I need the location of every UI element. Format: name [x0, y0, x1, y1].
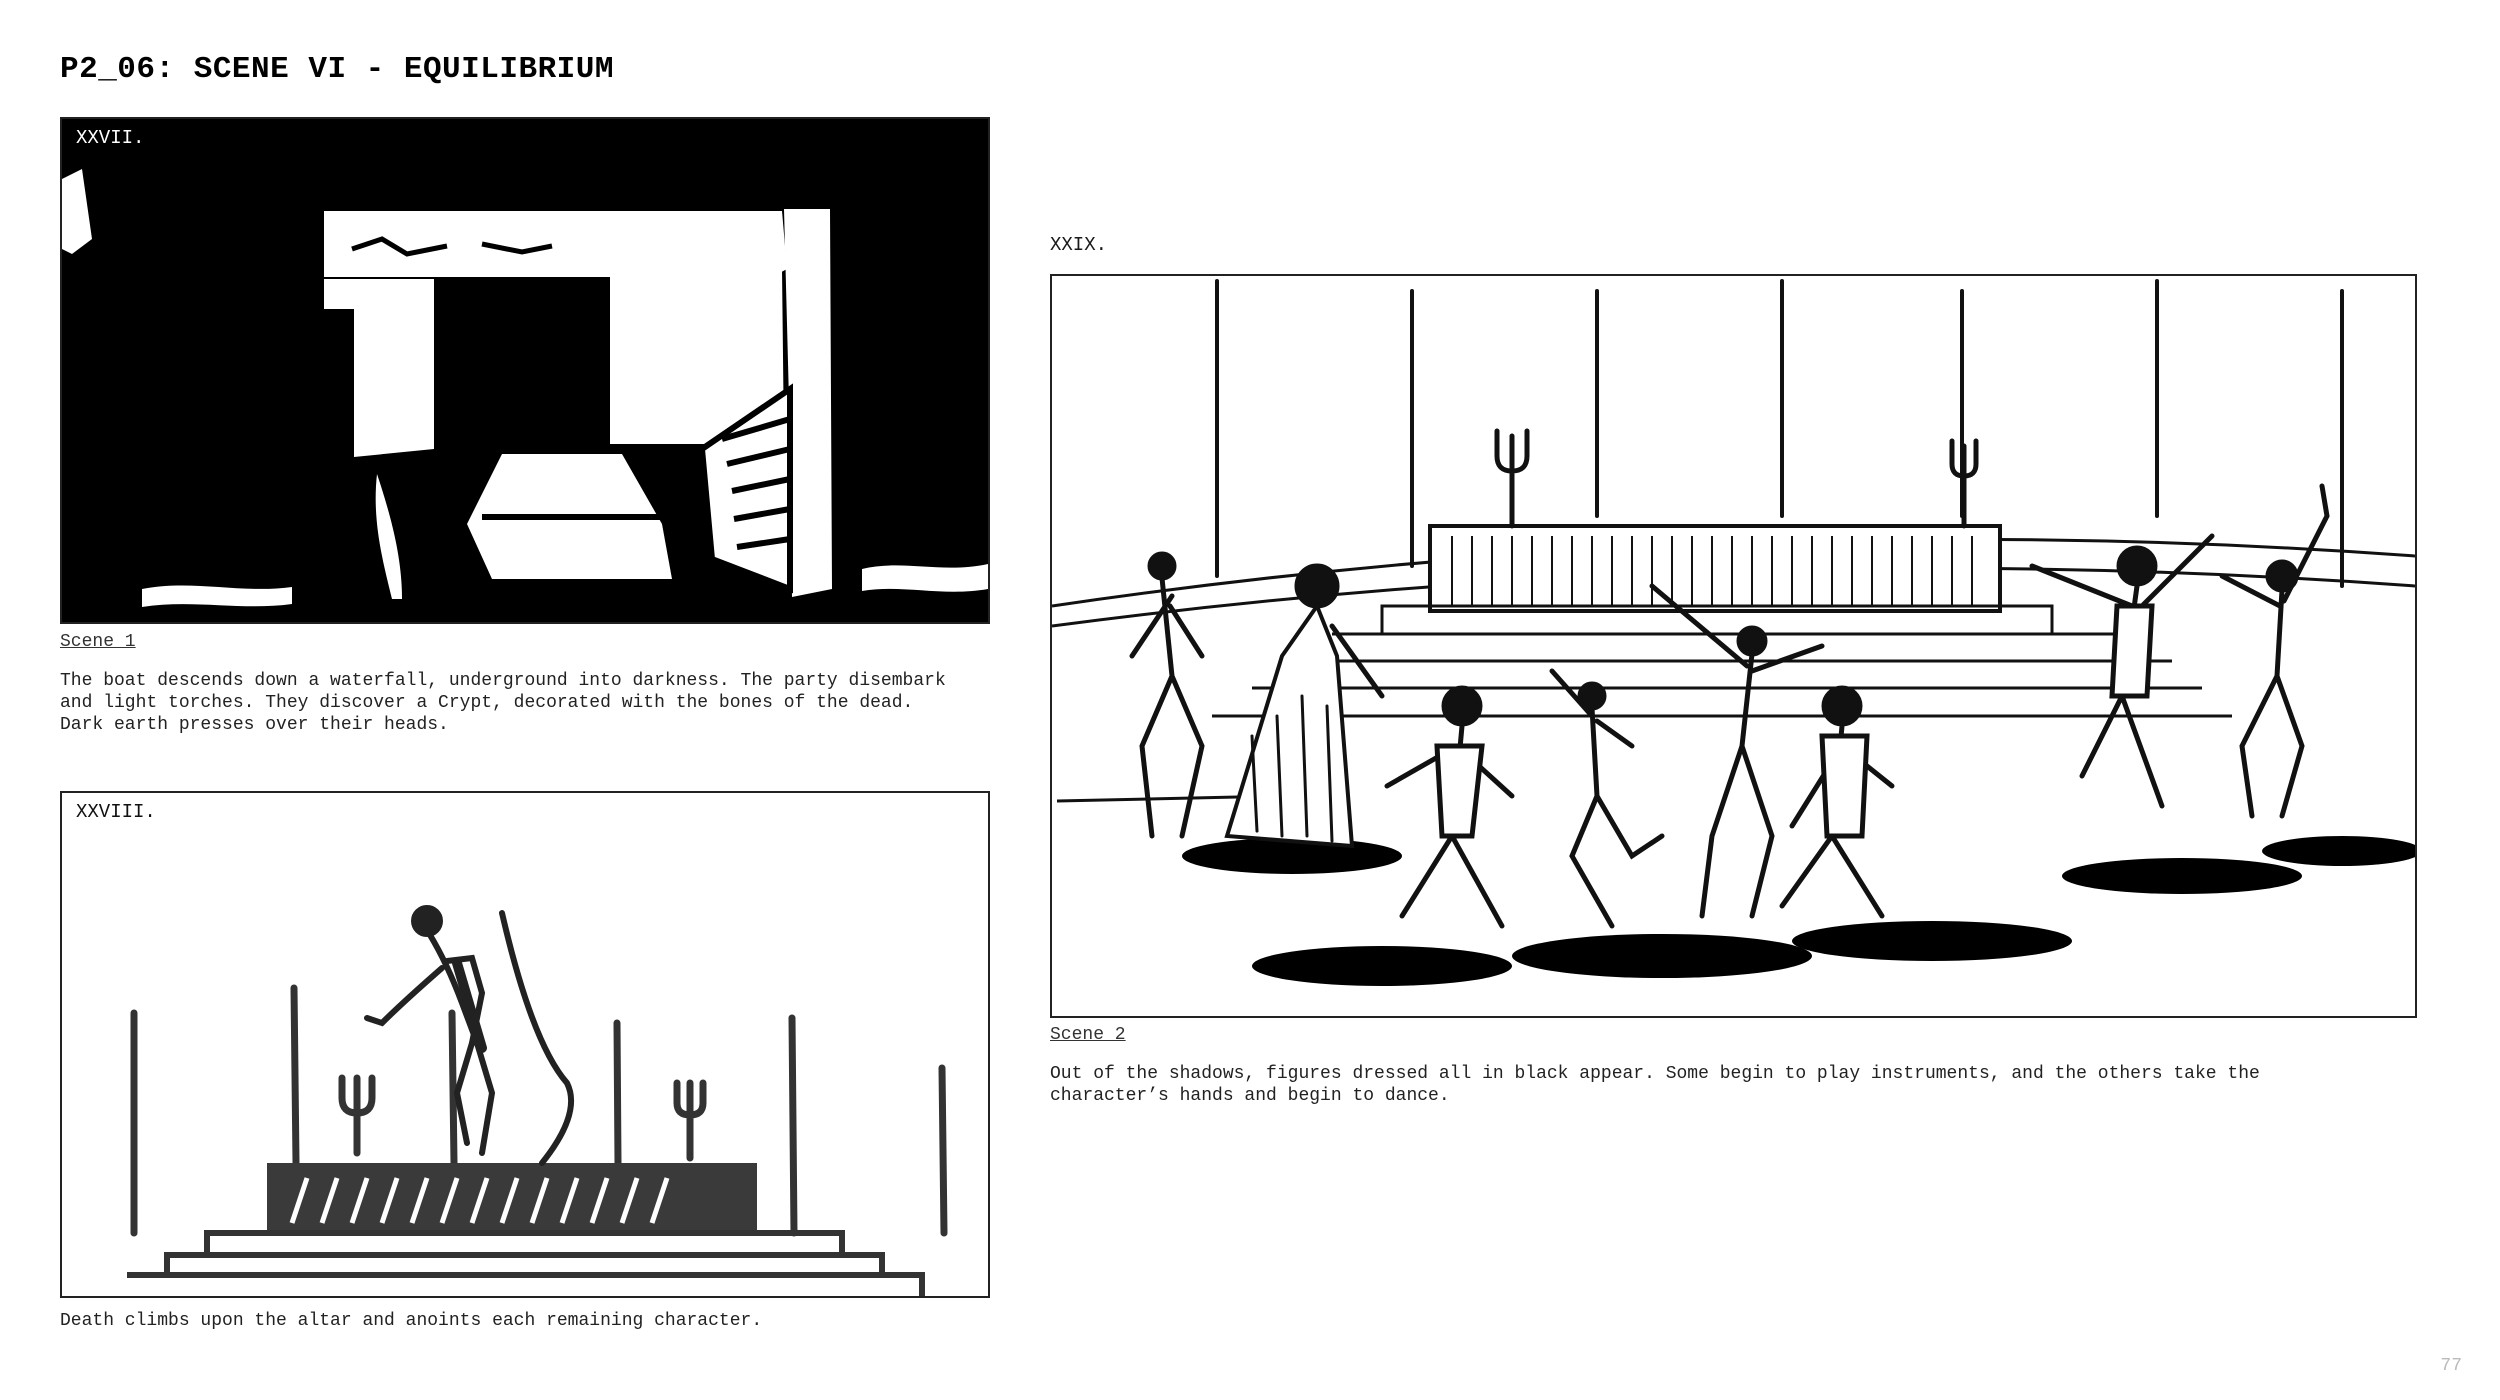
- death-on-altar-sketch: [62, 793, 988, 1296]
- danse-macabre-sketch: [1052, 276, 2415, 1016]
- panel-number: XXVII.: [76, 127, 145, 149]
- crypt-interior-sketch: [62, 119, 988, 622]
- panel-number: XXVIII.: [76, 801, 156, 823]
- scene-2-label: Scene 2: [1050, 1025, 1126, 1045]
- storyboard-panel-27: [60, 117, 990, 624]
- panel-27-description: The boat descends down a waterfall, underground into darkness. The party disembark and light torches. They discover a Crypt, decorated with the bones of the dead. Dark earth presses over their heads.: [60, 671, 946, 735]
- storyboard-panel-28: [60, 791, 990, 1298]
- page-number: 77: [2440, 1356, 2462, 1376]
- panel-29-description: Out of the shadows, figures dressed all in black appear. Some begin to play instruments, and the others take the character’s hands and begin to dance.: [1050, 1064, 2260, 1106]
- panel-28-description: Death climbs upon the altar and anoints each remaining character.: [60, 1311, 763, 1331]
- page-title: P2_06: SCENE VI - EQUILIBRIUM: [60, 52, 614, 87]
- scene-1-label: Scene 1: [60, 632, 136, 652]
- storyboard-panel-29: [1050, 274, 2417, 1018]
- panel-29-number: XXIX.: [1050, 234, 1108, 256]
